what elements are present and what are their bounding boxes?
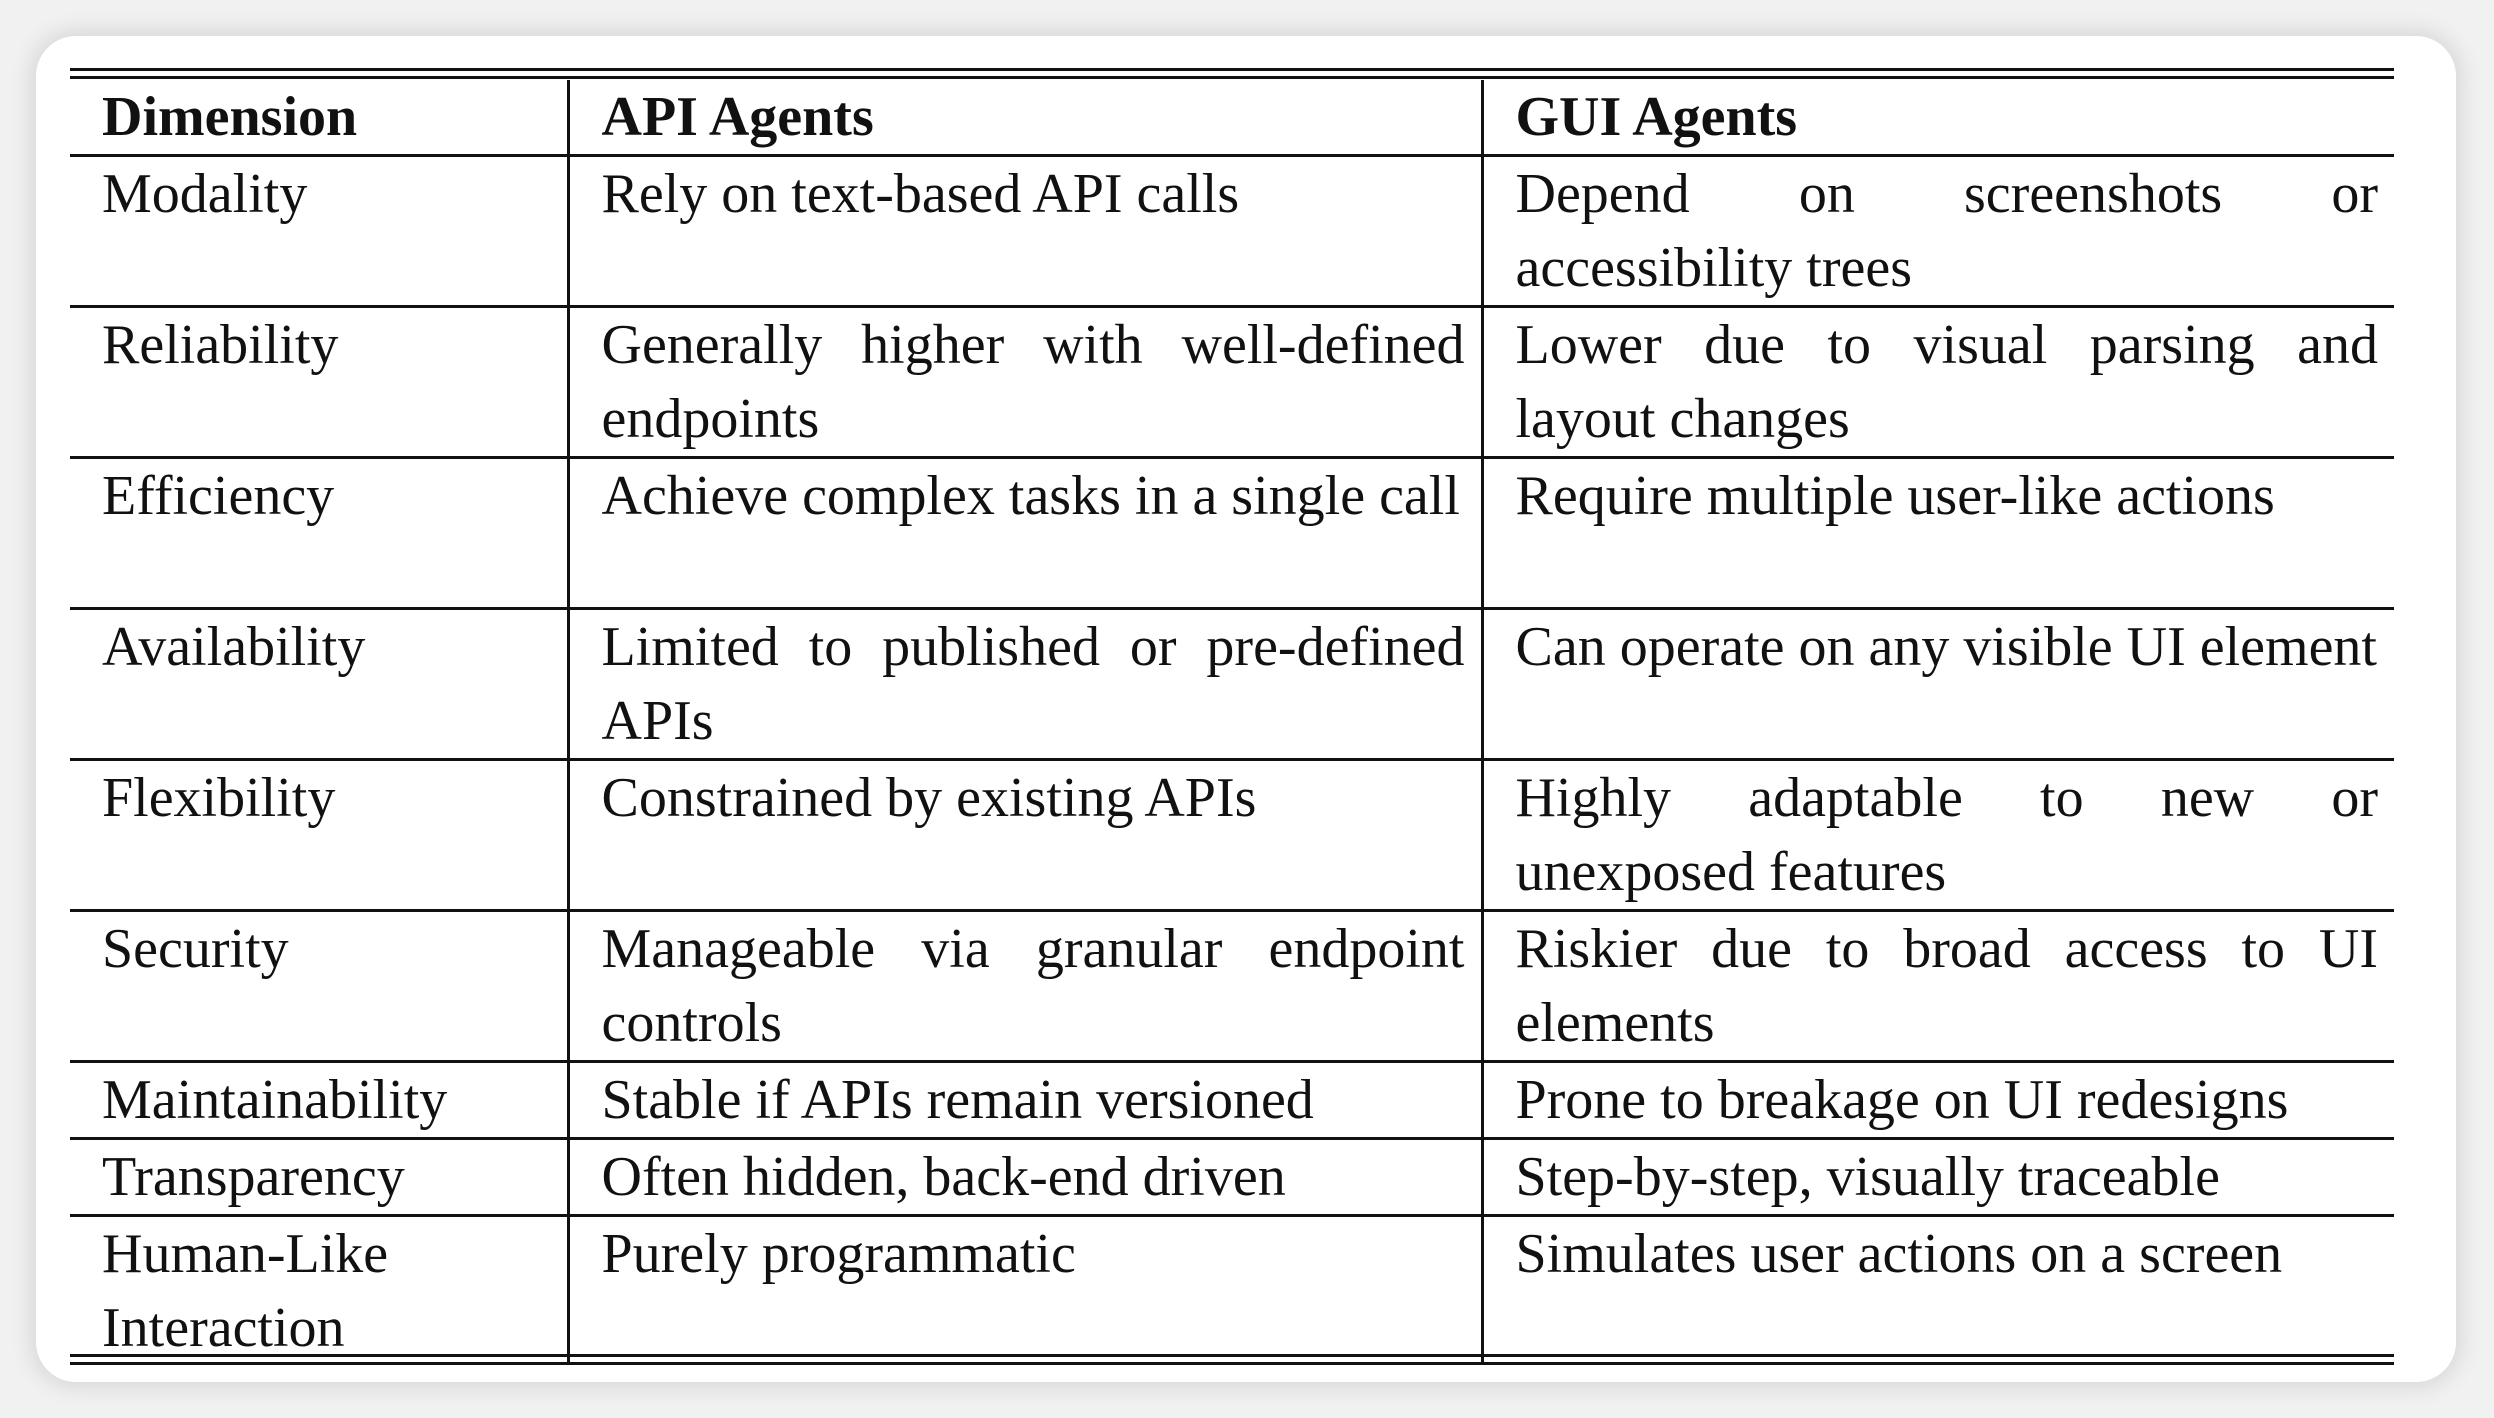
gui-cell: Lower due to visual parsing and layout changes [1482, 307, 2394, 458]
header-gui-agents: GUI Agents [1482, 80, 2394, 156]
table-row [70, 760, 2394, 911]
table-row [70, 156, 2394, 307]
gui-cell: Prone to breakage on UI redesigns [1482, 1062, 2394, 1139]
api-cell: Stable if APIs remain versioned [568, 1062, 1482, 1139]
api-cell: Generally higher with well-defined endpoints [568, 307, 1482, 458]
dimension-cell: Reliability [70, 307, 568, 458]
gui-cell: Depend on screenshots or accessibility trees [1482, 156, 2394, 307]
dimension-cell: Security [70, 911, 568, 1062]
gui-cell: Simulates user actions on a screen [1482, 1216, 2394, 1366]
gui-cell: Can operate on any visible UI element [1482, 609, 2394, 760]
header-api-agents: API Agents [568, 80, 1482, 156]
api-cell: Manageable via granular endpoint controls [568, 911, 1482, 1062]
api-cell: Purely programmatic [568, 1216, 1482, 1366]
bottom-rule-outer [70, 1362, 2394, 1365]
api-cell: Rely on text-based API calls [568, 156, 1482, 307]
comparison-table [70, 80, 2394, 1365]
top-rule-inner [70, 76, 2394, 79]
dimension-cell: Human-Like Interaction [102, 1223, 389, 1359]
gui-cell: Require multiple user-like actions [1482, 458, 2394, 609]
dimension-cell: Transparency [70, 1139, 568, 1216]
dimension-cell: Efficiency [70, 458, 568, 609]
table-row [70, 307, 2394, 458]
dimension-cell: Maintainability [70, 1062, 568, 1139]
table-row [70, 1139, 2394, 1216]
gui-cell: Riskier due to broad access to UI elements [1482, 911, 2394, 1062]
table-row [70, 609, 2394, 760]
bottom-rule-inner [70, 1354, 2394, 1357]
header-dimension: Dimension [70, 80, 568, 156]
gui-cell: Step-by-step, visually traceable [1482, 1139, 2394, 1216]
api-cell: Constrained by existing APIs [568, 760, 1482, 911]
table-row [70, 1216, 2394, 1366]
gui-cell: Highly adaptable to new or unexposed features [1482, 760, 2394, 911]
api-cell: Achieve complex tasks in a single call [568, 458, 1482, 609]
top-rule-outer [70, 68, 2394, 71]
table-row [70, 458, 2394, 609]
header-row [70, 80, 2394, 156]
table-row [70, 1062, 2394, 1139]
dimension-cell: Modality [70, 156, 568, 307]
dimension-cell: Availability [70, 609, 568, 760]
table-row [70, 911, 2394, 1062]
dimension-cell: Flexibility [70, 760, 568, 911]
api-cell: Often hidden, back-end driven [568, 1139, 1482, 1216]
api-cell: Limited to published or pre-defined APIs [568, 609, 1482, 760]
